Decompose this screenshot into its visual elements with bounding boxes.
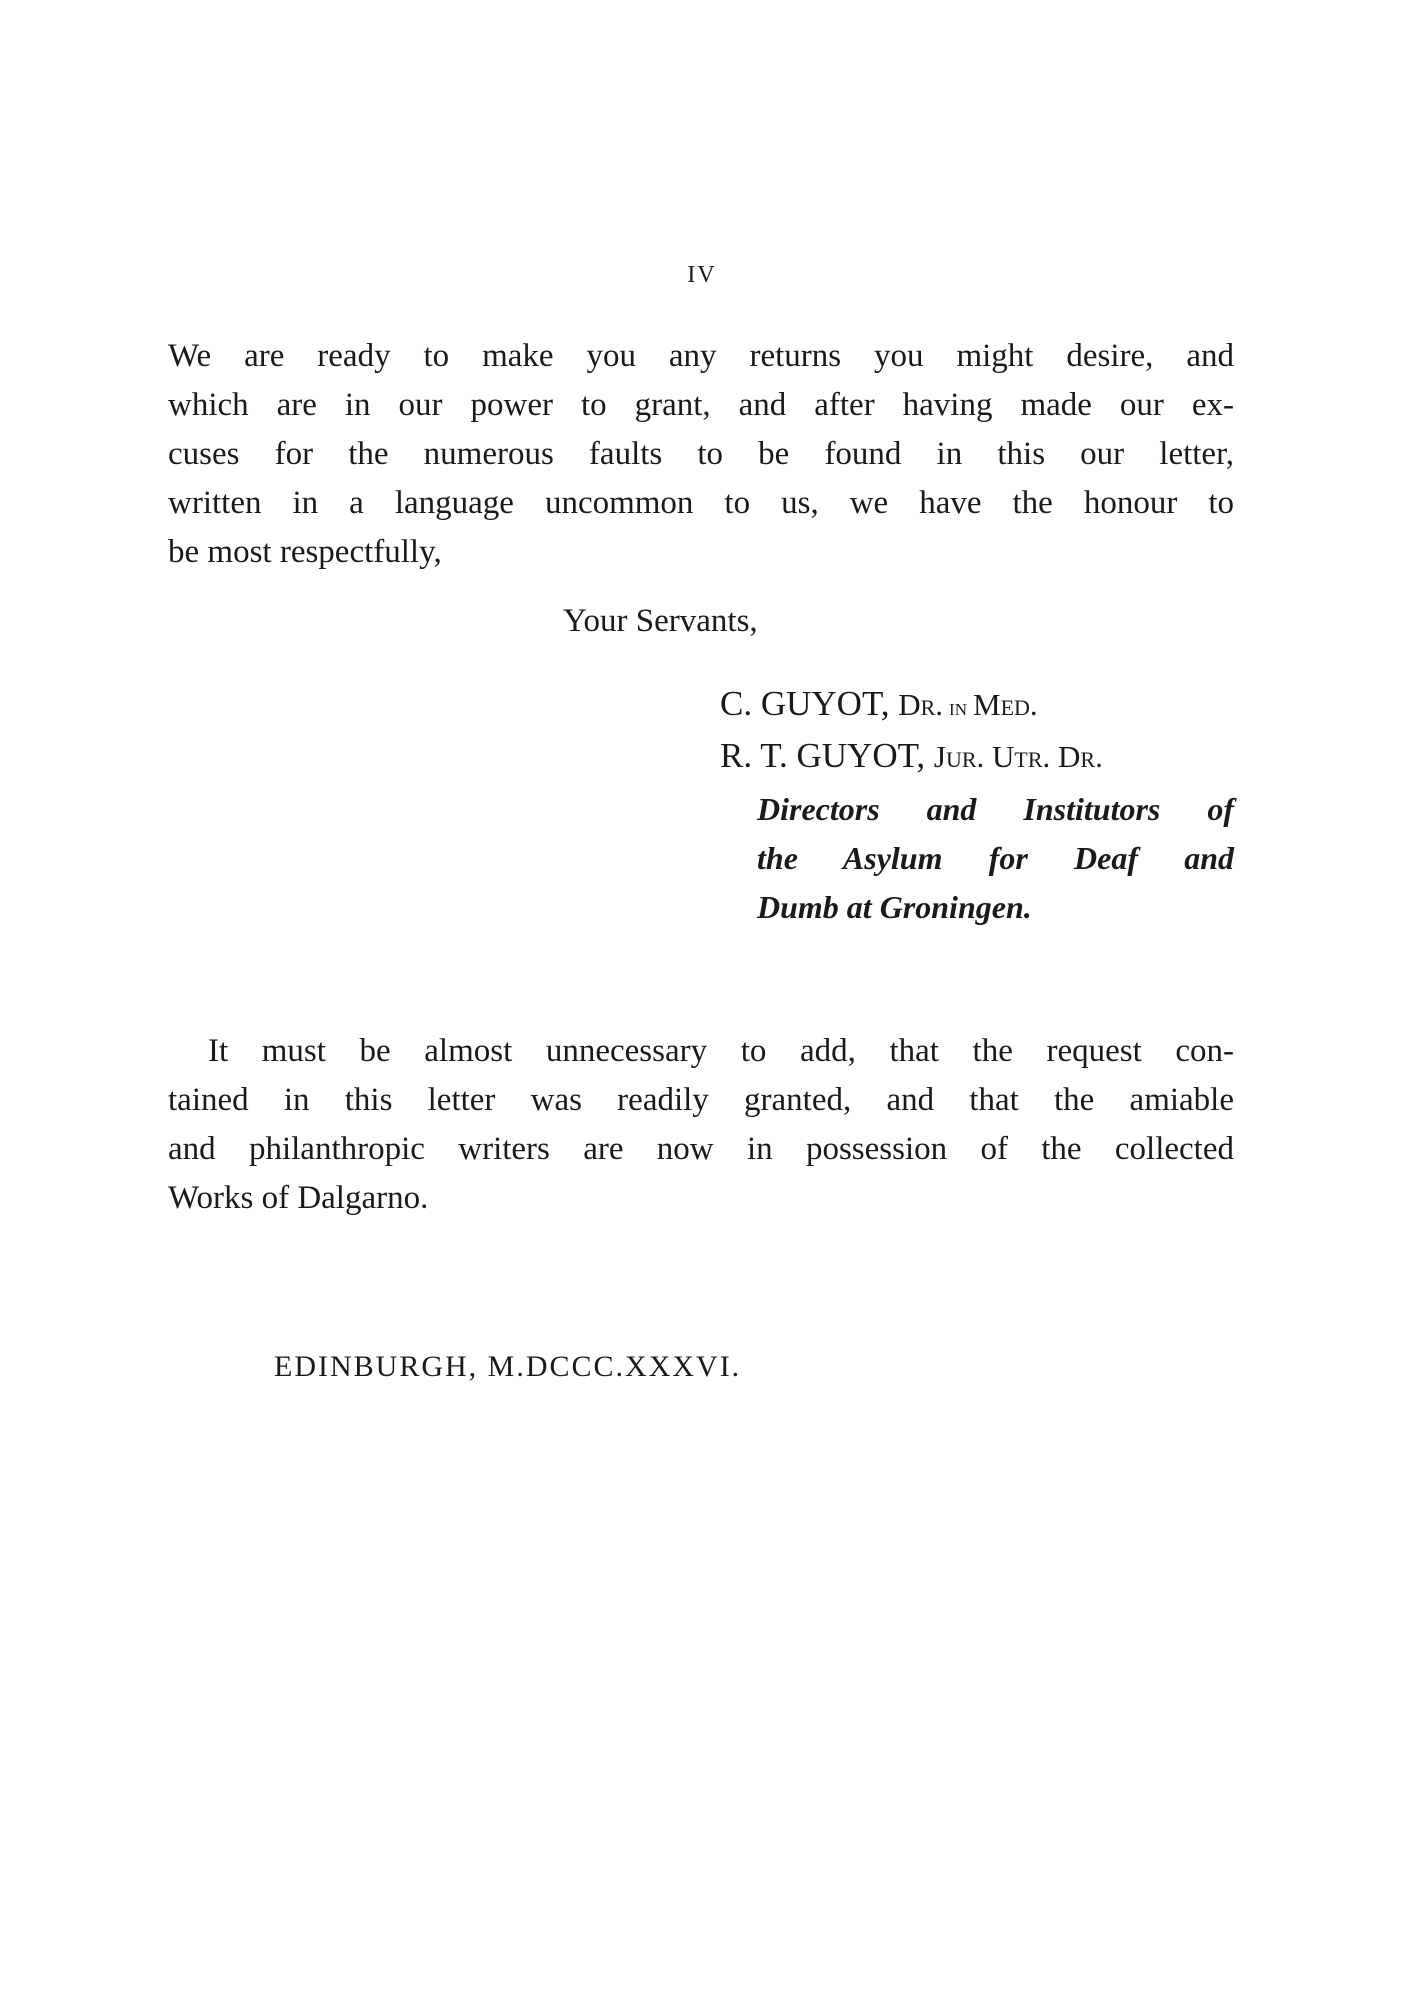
signatory-role	[757, 785, 1234, 932]
role-line: Dumb at Groningen.	[757, 889, 1032, 925]
signatory-r-t-guyot	[720, 732, 1234, 781]
paragraph-line: written in a language uncommon to us, we have the honour to	[168, 485, 1234, 521]
paragraph-line: cuses for the numerous faults to be found in this our letter,	[168, 436, 1234, 472]
signatory-c-guyot	[720, 680, 1234, 732]
role-line: Directors and Institutors of	[757, 791, 1234, 827]
letter-closing: Your Servants,	[563, 603, 758, 639]
imprint: EDINBURGH, M.DCCC.XXXVI.	[274, 1350, 742, 1383]
signatory-degree: in	[943, 695, 973, 721]
paragraph-line: tained in this letter was readily granted, and that the amiable	[168, 1082, 1234, 1118]
paragraph-line: Works of Dalgarno.	[168, 1180, 429, 1216]
note-paragraph	[168, 1027, 1234, 1223]
paragraph-line: It must be almost unnecessary to add, that the request con-	[208, 1033, 1234, 1069]
role-line: the Asylum for Deaf and	[757, 840, 1234, 876]
signatory-degree: Dr.	[1050, 739, 1103, 774]
signatory-degree: Med.	[973, 687, 1038, 722]
paragraph-line: We are ready to make you any returns you might desire, and	[168, 338, 1234, 374]
signatory-name: C. GUYOT,	[720, 684, 899, 723]
signatory-degree: Jur.	[933, 739, 985, 774]
paragraph-line: be most respectfully,	[168, 534, 442, 570]
letter-paragraph	[168, 332, 1234, 577]
signatory-degree: Dr.	[898, 687, 944, 722]
signatory-name: R. T. GUYOT,	[720, 736, 934, 775]
paragraph-line: which are in our power to grant, and after having made our ex-	[168, 387, 1234, 423]
signatory-degree: Utr.	[984, 739, 1051, 774]
page-number: IV	[687, 262, 717, 288]
signature-block	[720, 680, 1234, 932]
paragraph-line: and philanthropic writers are now in possession of the collected	[168, 1131, 1234, 1167]
